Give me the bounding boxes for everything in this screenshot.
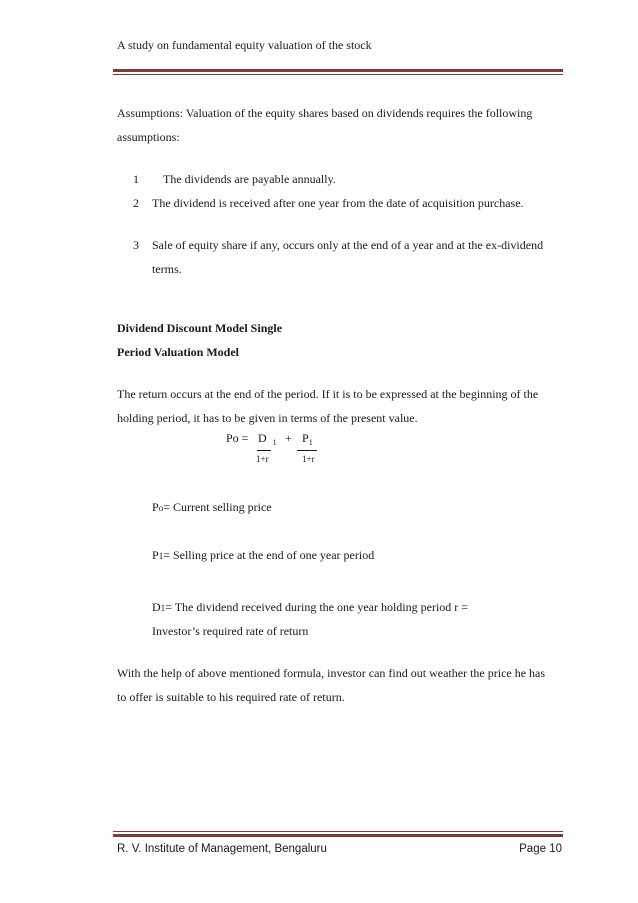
list-item-number: 2 [133,196,139,210]
formula-p-symbol: P [302,431,309,445]
formula-lhs: Po = [226,431,249,445]
definition-po-symbol: P [152,500,159,514]
formula-d-symbol: D [258,431,267,445]
definition-po-text: = Current selling price [163,500,272,514]
assumptions-line-1: Assumptions: Valuation of the equity shares based on dividends requires the following [117,106,533,120]
list-item-text: The dividends are payable annually. [163,172,336,186]
footer-page-number: Page 10 [519,843,562,855]
page-header-title: A study on fundamental equity valuation of the stock [117,38,372,52]
list-item-text-continued: terms. [152,262,182,276]
definition-p1-symbol: P [152,548,159,562]
definition-po-subscript: o [158,503,164,513]
definition-d1-continued: Investor’s required rate of return [152,624,309,638]
body-para-line-2: holding period, it has to be given in terms of the present value. [117,411,418,425]
list-item-text: The dividend is received after one year from the date of acquisition purchase. [152,196,524,210]
assumptions-line-2: assumptions: [117,130,180,144]
formula-denominator-2: 1+r [302,454,315,464]
definition-d1 [152,600,468,615]
list-item-number: 1 [133,172,139,186]
footer-institute: R. V. Institute of Management, Bengaluru [117,843,327,855]
list-item-number: 3 [133,238,139,252]
formula-numerator-d [258,431,277,446]
footer-rule-thin [113,831,563,832]
definition-d1-text: = The dividend received during the one year holding period r = [165,600,469,614]
list-item-text: Sale of equity share if any, occurs only at the end of a year and at the ex-dividend [152,238,544,252]
formula-fraction-bar-2 [297,450,317,451]
formula-plus: + [285,431,292,445]
definition-p1-subscript: 1 [158,551,164,561]
section-heading-line-1: Dividend Discount Model Single [117,321,283,335]
formula-fraction-bar-1 [257,450,271,451]
header-rule-thin [113,74,563,75]
section-heading-line-2: Period Valuation Model [117,345,240,359]
formula-denominator-1: 1+r [256,454,269,464]
definition-p1 [152,548,374,563]
conclusion-line-2: to offer is suitable to his required rate of return. [117,690,345,704]
definition-po [152,500,272,515]
footer-rule-thick [113,834,563,837]
conclusion-line-1: With the help of above mentioned formula, investor can find out weather the price he has [117,666,546,680]
formula-p-subscript: 1 [308,438,313,447]
formula-numerator-p [302,431,313,446]
body-para-line-1: The return occurs at the end of the period. If it is to be expressed at the beginning of the [117,387,539,401]
definition-p1-text: = Selling price at the end of one year period [163,548,375,562]
header-rule-thick [113,69,563,72]
definition-d1-symbol: D [152,600,161,614]
formula-d-subscript: 1 [272,438,277,447]
definition-d1-subscript: 1 [160,603,166,613]
